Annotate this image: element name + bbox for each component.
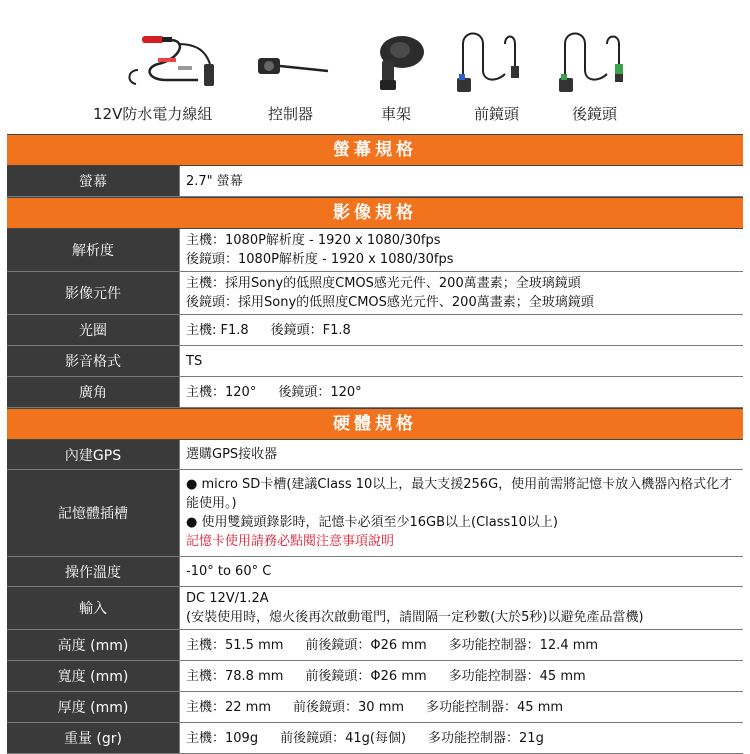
row-value [180, 346, 743, 376]
spec-row-width [7, 661, 743, 692]
accessory-label: 車架 [381, 105, 412, 123]
value-camera: 前後鏡頭：30 mm [293, 699, 405, 715]
value-main: 主機：120° [186, 384, 257, 400]
row-value [180, 587, 743, 629]
spec-row-sensor [7, 272, 743, 315]
value-camera: 前後鏡頭：Φ26 mm [305, 668, 427, 684]
spec-row-format [7, 346, 743, 377]
section-banner-image: 影像規格 [7, 197, 743, 229]
accessory-label: 前鏡頭 [474, 105, 520, 123]
spec-row-weight [7, 723, 743, 754]
row-value [180, 692, 743, 722]
spec-row-memory-card [7, 470, 743, 557]
row-value [180, 377, 743, 407]
value-text: -10° to 60° C [186, 564, 272, 579]
value-text: 2.7" 螢幕 [186, 173, 243, 189]
row-label: 螢幕 [7, 166, 180, 196]
rear-camera-icon [555, 30, 635, 102]
row-value [180, 557, 743, 586]
row-value [180, 723, 743, 753]
row-value [180, 229, 743, 271]
section-banner-hardware: 硬體規格 [7, 408, 743, 440]
spec-row-height [7, 630, 743, 661]
row-value [180, 315, 743, 345]
value-text: TS [186, 353, 203, 369]
row-value [180, 440, 743, 469]
row-label: 高度 (mm) [7, 630, 180, 660]
spec-row-resolution [7, 229, 743, 272]
spec-row-gps [7, 440, 743, 470]
value-main: 主機：51.5 mm [186, 637, 284, 653]
row-label: 解析度 [7, 229, 180, 271]
value-main: 主機: F1.8 [186, 322, 249, 338]
memory-card-note: 記憶卡使用請務必點閱注意事項說明 [186, 534, 395, 549]
value-controller: 多功能控制器：45 mm [426, 699, 564, 715]
value-text: DC 12V/1.2A [186, 591, 269, 606]
value-camera: 前後鏡頭：Φ26 mm [305, 637, 427, 653]
row-label: 厚度 (mm) [7, 692, 180, 722]
row-label: 記憶體插槽 [7, 470, 180, 556]
value-text: ● micro SD卡槽(建議Class 10以上，最大支援256G，使用前需將記憶卡放入機器內格式化才能使用。) [186, 475, 737, 513]
value-main: 主機：22 mm [186, 699, 272, 715]
mount-icon [370, 30, 430, 100]
row-value [180, 470, 743, 556]
controller-icon [250, 50, 335, 90]
value-camera: 前後鏡頭：41g(每個) [280, 730, 407, 746]
spec-row-temperature [7, 557, 743, 587]
front-camera-icon [455, 30, 525, 102]
value-controller: 多功能控制器：21g [428, 730, 544, 746]
row-value [180, 166, 743, 196]
row-label: 內建GPS [7, 440, 180, 469]
section-banner-screen: 螢幕規格 [7, 134, 743, 166]
value-text: (安裝使用時，熄火後再次啟動電門，請間隔一定秒數(大於5秒)以避免產品當機) [186, 610, 644, 625]
row-label: 操作溫度 [7, 557, 180, 586]
value-controller: 多功能控制器：12.4 mm [448, 637, 599, 653]
value-text: 主機：採用Sony的低照度CMOS感光元件、200萬畫素；全玻璃鏡頭 [186, 276, 581, 291]
spec-row-screen [7, 166, 743, 197]
row-label: 光圈 [7, 315, 180, 345]
spec-row-thickness [7, 692, 743, 723]
spec-row-angle [7, 377, 743, 408]
power-cable-icon [118, 30, 238, 100]
value-text: 後鏡頭：採用Sony的低照度CMOS感光元件、200萬畫素；全玻璃鏡頭 [186, 295, 594, 310]
row-label: 寬度 (mm) [7, 661, 180, 691]
row-label: 輸入 [7, 587, 180, 629]
spec-row-aperture [7, 315, 743, 346]
accessories-strip [0, 0, 750, 132]
value-text: 選購GPS接收器 [186, 447, 278, 462]
value-rear: 後鏡頭：F1.8 [270, 322, 351, 338]
value-main: 主機：109g [186, 730, 259, 746]
value-rear: 後鏡頭：120° [278, 384, 362, 400]
row-label: 影像元件 [7, 272, 180, 314]
accessory-label: 12V防水電力線組 [93, 105, 213, 123]
value-controller: 多功能控制器：45 mm [448, 668, 586, 684]
value-main: 主機：78.8 mm [186, 668, 284, 684]
row-label: 影音格式 [7, 346, 180, 376]
row-label: 重量 (gr) [7, 723, 180, 753]
row-value [180, 661, 743, 691]
row-value [180, 630, 743, 660]
row-label: 廣角 [7, 377, 180, 407]
spec-table [7, 134, 743, 754]
row-value [180, 272, 743, 314]
value-text: 後鏡頭：1080P解析度 - 1920 x 1080/30fps [186, 252, 454, 267]
accessory-label: 後鏡頭 [572, 105, 618, 123]
spec-row-input [7, 587, 743, 630]
value-text: 主機：1080P解析度 - 1920 x 1080/30fps [186, 233, 441, 248]
accessory-label: 控制器 [268, 105, 314, 123]
value-text: ● 使用雙鏡頭錄影時，記憶卡必須至少16GB以上(Class10以上) [186, 513, 737, 532]
